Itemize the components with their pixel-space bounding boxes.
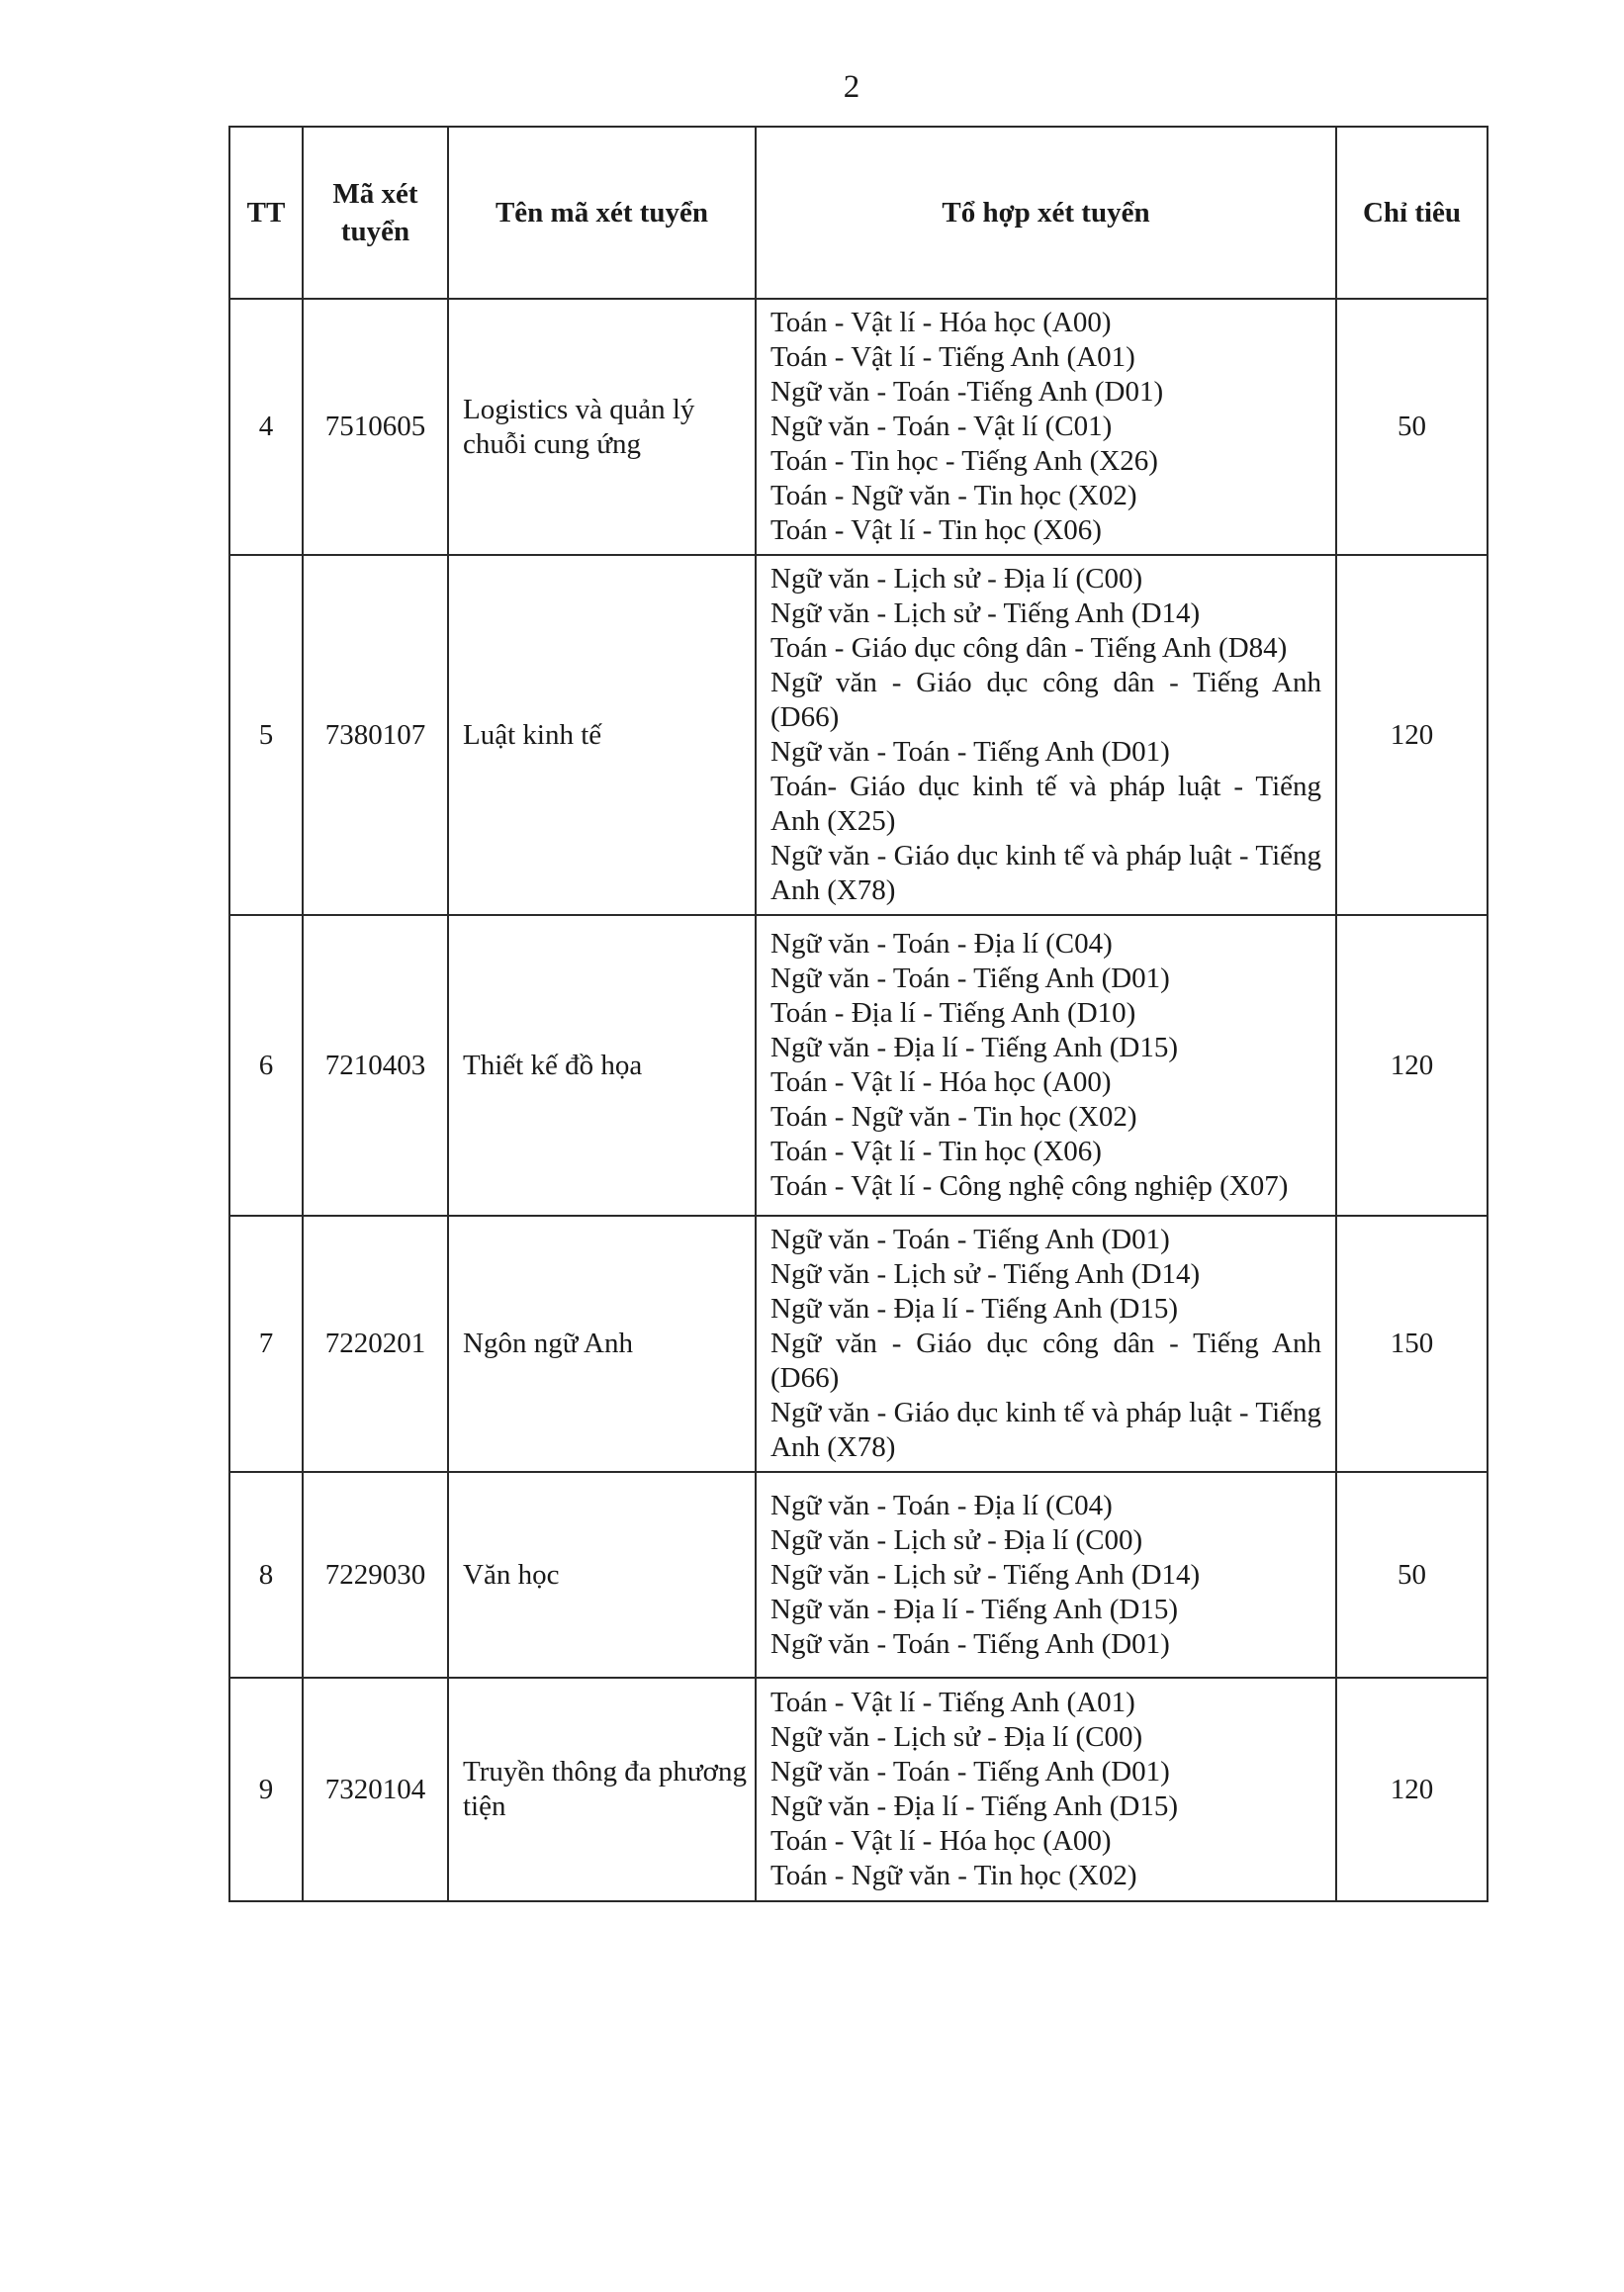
row-tt: 8 — [229, 1472, 303, 1678]
row-combos — [756, 555, 1336, 915]
combo-item: Ngữ văn - Toán - Tiếng Anh (D01) — [770, 1224, 1170, 1255]
combo-item: Ngữ văn - Toán - Tiếng Anh (D01) — [770, 963, 1170, 994]
header-quota: Chỉ tiêu — [1336, 127, 1488, 299]
table-header-row — [229, 127, 1488, 299]
combo-item: Ngữ văn - Lịch sử - Địa lí (C00) — [770, 1721, 1143, 1753]
row-tt: 5 — [229, 555, 303, 915]
combo-item: Ngữ văn - Địa lí - Tiếng Anh (D15) — [770, 1790, 1179, 1822]
combo-item: Ngữ văn - Lịch sử - Địa lí (C00) — [770, 563, 1143, 595]
row-name: Thiết kế đồ họa — [448, 915, 756, 1216]
combo-item: Ngữ văn - Địa lí - Tiếng Anh (D15) — [770, 1293, 1179, 1325]
combo-item: Ngữ văn - Lịch sử - Tiếng Anh (D14) — [770, 1558, 1201, 1591]
row-quota: 120 — [1336, 1678, 1488, 1901]
combo-item: Ngữ văn - Giáo dục kinh tế và pháp luật - Tiếng Anh (X78) — [770, 1397, 1321, 1463]
row-name: Luật kinh tế — [448, 555, 756, 915]
row-quota: 150 — [1336, 1216, 1488, 1472]
combo-item: Toán - Vật lí - Công nghệ công nghiệp (X07) — [770, 1170, 1289, 1202]
combo-item: Ngữ văn - Địa lí - Tiếng Anh (D15) — [770, 1593, 1179, 1625]
row-code: 7320104 — [303, 1678, 448, 1901]
combo-item: Ngữ văn - Toán - Tiếng Anh (D01) — [770, 736, 1170, 768]
combo-item: Ngữ văn - Toán - Tiếng Anh (D01) — [770, 1627, 1170, 1660]
combo-item: Ngữ văn - Toán -Tiếng Anh (D01) — [770, 376, 1164, 408]
combo-item: Toán - Ngữ văn - Tin học (X02) — [770, 480, 1137, 511]
row-name: Văn học — [448, 1472, 756, 1678]
row-tt: 7 — [229, 1216, 303, 1472]
table-row — [229, 299, 1488, 555]
combo-item: Ngữ văn - Toán - Vật lí (C01) — [770, 411, 1113, 442]
combo-item: Ngữ văn - Địa lí - Tiếng Anh (D15) — [770, 1032, 1179, 1063]
row-code: 7510605 — [303, 299, 448, 555]
row-combos — [756, 1678, 1336, 1901]
row-quota: 120 — [1336, 555, 1488, 915]
row-name: Logistics và quản lý chuỗi cung ứng — [448, 299, 756, 555]
combo-item: Ngữ văn - Lịch sử - Tiếng Anh (D14) — [770, 597, 1201, 629]
row-combos — [756, 1472, 1336, 1678]
row-tt: 9 — [229, 1678, 303, 1901]
combo-item: Ngữ văn - Toán - Địa lí (C04) — [770, 1489, 1113, 1521]
header-combos: Tổ hợp xét tuyển — [756, 127, 1336, 299]
header-name: Tên mã xét tuyển — [448, 127, 756, 299]
header-code: Mã xét tuyển — [303, 127, 448, 299]
table-row — [229, 555, 1488, 915]
combo-item: Toán - Vật lí - Hóa học (A00) — [770, 1825, 1112, 1857]
combo-item: Ngữ văn - Giáo dục kinh tế và pháp luật - Tiếng Anh (X78) — [770, 840, 1321, 906]
combo-item: Toán - Vật lí - Tin học (X06) — [770, 514, 1102, 546]
row-code: 7229030 — [303, 1472, 448, 1678]
row-combos — [756, 915, 1336, 1216]
row-tt: 4 — [229, 299, 303, 555]
combo-item: Toán- Giáo dục kinh tế và pháp luật - Tiếng Anh (X25) — [770, 771, 1321, 837]
row-quota: 120 — [1336, 915, 1488, 1216]
combo-item: Toán - Giáo dục công dân - Tiếng Anh (D84) — [770, 632, 1288, 664]
table-row — [229, 915, 1488, 1216]
combo-item: Toán - Ngữ văn - Tin học (X02) — [770, 1860, 1137, 1891]
combo-item: Toán - Vật lí - Tiếng Anh (A01) — [770, 1687, 1135, 1718]
combo-item: Ngữ văn - Toán - Địa lí (C04) — [770, 928, 1113, 960]
row-code: 7220201 — [303, 1216, 448, 1472]
combo-item: Toán - Vật lí - Tin học (X06) — [770, 1136, 1102, 1167]
combo-item: Toán - Ngữ văn - Tin học (X02) — [770, 1101, 1137, 1133]
row-code: 7210403 — [303, 915, 448, 1216]
table-row — [229, 1216, 1488, 1472]
combo-item: Toán - Tin học - Tiếng Anh (X26) — [770, 445, 1158, 477]
combo-item: Toán - Vật lí - Hóa học (A00) — [770, 307, 1112, 338]
table-row — [229, 1678, 1488, 1901]
row-name: Ngôn ngữ Anh — [448, 1216, 756, 1472]
admissions-table — [228, 126, 1489, 1902]
row-combos — [756, 1216, 1336, 1472]
page-number: 2 — [843, 69, 860, 105]
table-row — [229, 1472, 1488, 1678]
combo-item: Ngữ văn - Giáo dục công dân - Tiếng Anh (D66) — [770, 1328, 1321, 1394]
combo-item: Toán - Vật lí - Tiếng Anh (A01) — [770, 341, 1135, 373]
row-name: Truyền thông đa phương tiện — [448, 1678, 756, 1901]
row-combos — [756, 299, 1336, 555]
row-tt: 6 — [229, 915, 303, 1216]
combo-item: Ngữ văn - Giáo dục công dân - Tiếng Anh (D66) — [770, 667, 1321, 733]
row-code: 7380107 — [303, 555, 448, 915]
row-quota: 50 — [1336, 299, 1488, 555]
row-quota: 50 — [1336, 1472, 1488, 1678]
combo-item: Ngữ văn - Lịch sử - Tiếng Anh (D14) — [770, 1258, 1201, 1290]
combo-item: Toán - Địa lí - Tiếng Anh (D10) — [770, 997, 1136, 1029]
combo-item: Ngữ văn - Toán - Tiếng Anh (D01) — [770, 1756, 1170, 1788]
combo-item: Ngữ văn - Lịch sử - Địa lí (C00) — [770, 1523, 1143, 1556]
combo-item: Toán - Vật lí - Hóa học (A00) — [770, 1066, 1112, 1098]
header-tt: TT — [229, 127, 303, 299]
